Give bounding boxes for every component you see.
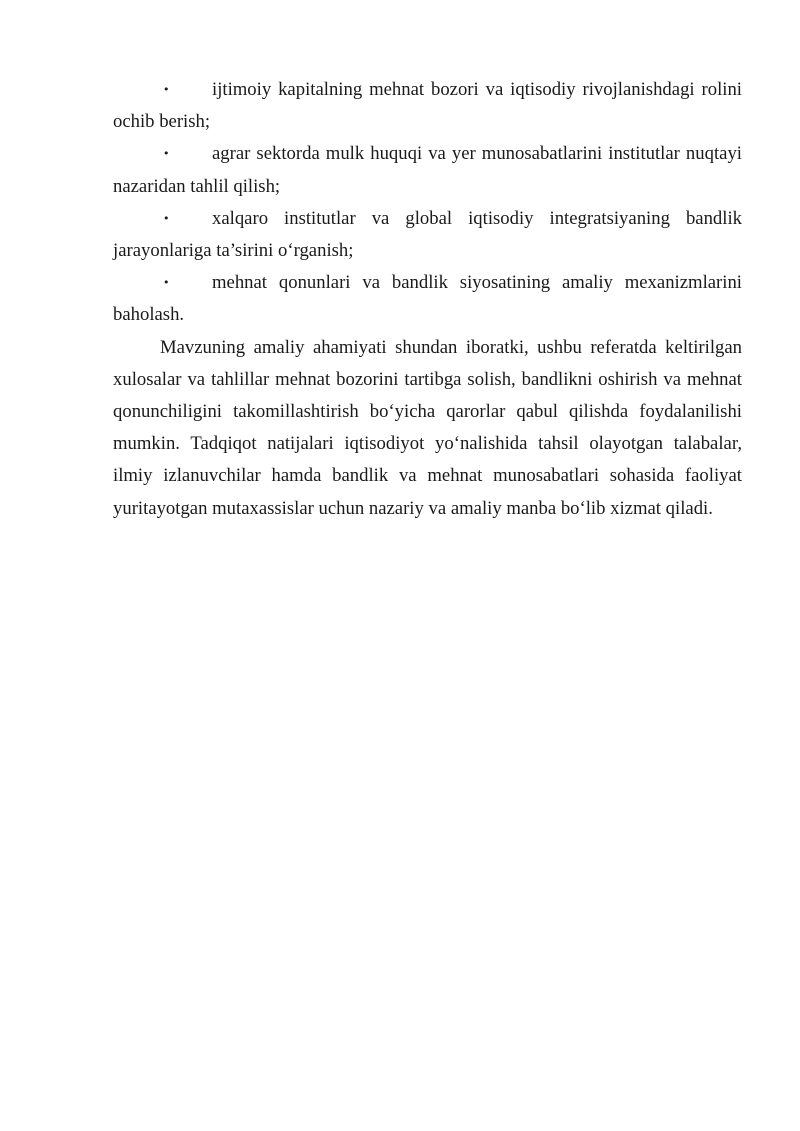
bullet-text: ijtimoiy kapitalning mehnat bozori va iqtisodiy rivojlanishdagi rolini ochib berish;	[113, 79, 742, 133]
bullet-text: agrar sektorda mulk huquqi va yer munosabatlarini institutlar nuqtayi nazaridan tahlil qilish;	[113, 143, 742, 197]
bullet-item	[113, 74, 742, 138]
bullet-item	[113, 138, 742, 202]
bullet-item	[113, 203, 742, 267]
bullet-icon: •	[163, 276, 170, 290]
body-paragraph: Mavzuning amaliy ahamiyati shundan iboratki, ushbu referatda keltirilgan xulosalar va tahlillar mehnat bozorini tartibga solish, bandlikni oshirish va mehnat qonunchiligini takomillashtirish bo‘yicha qarorlar qabul qilishda foydalanilishi mumkin. Tadqiqot natijalari iqtisodiyot yo‘nalishida tahsil olayotgan talabalar, ilmiy izlanuvchilar hamda bandlik va mehnat munosabatlari sohasida faoliyat yuritayotgan mutaxassislar uchun nazariy va amaliy manba bo‘lib xizmat qiladi.	[113, 336, 742, 519]
bullet-icon: •	[163, 147, 170, 161]
bullet-item	[113, 267, 742, 331]
document-body	[113, 74, 742, 525]
bullet-text: mehnat qonunlari va bandlik siyosatining amaliy mexanizmlarini baholash.	[113, 272, 742, 326]
bullet-icon: •	[163, 83, 170, 96]
bullet-icon: •	[163, 211, 170, 225]
bullet-text: xalqaro institutlar va global iqtisodiy integratsiyaning bandlik jarayonlariga ta’sirini o‘rganish;	[113, 207, 742, 262]
